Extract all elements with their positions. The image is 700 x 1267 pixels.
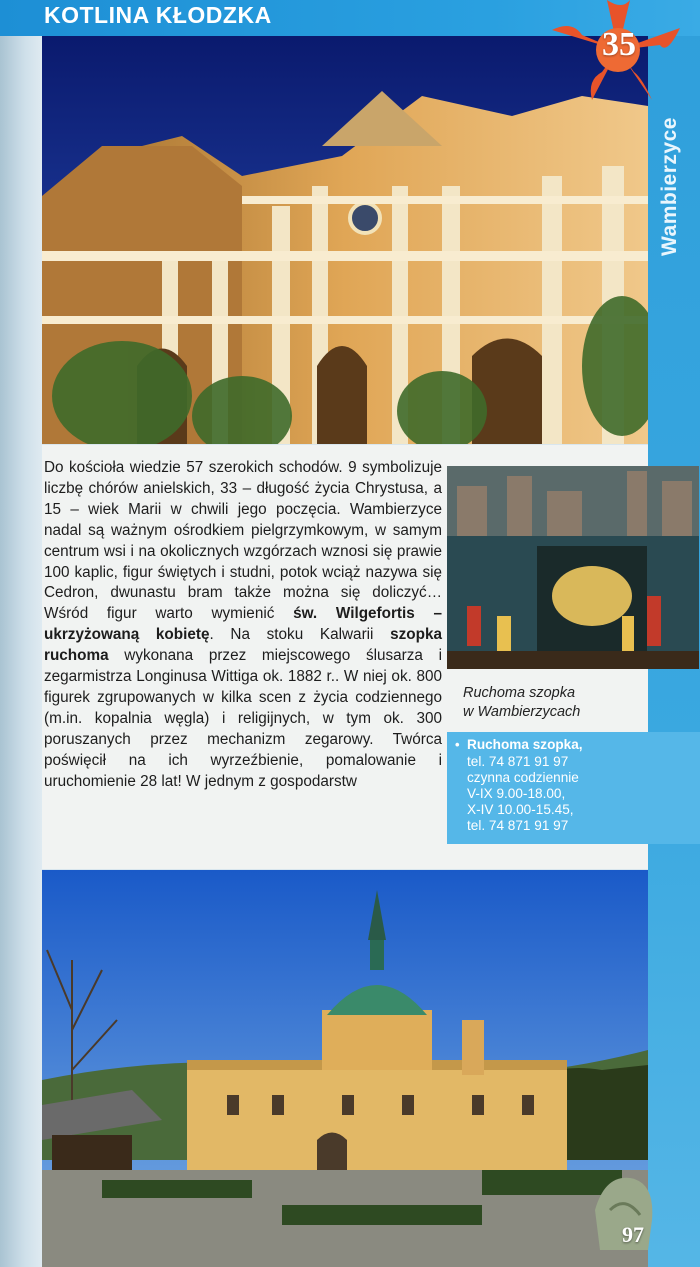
- info-line: czynna codziennie: [467, 770, 579, 785]
- basilica-exterior-photo: [42, 870, 648, 1267]
- place-name-label: Wambierzyce: [658, 117, 681, 256]
- info-title: Ruchoma szopka,: [467, 737, 583, 752]
- body-bold-text: szopka ruchoma: [44, 626, 443, 665]
- info-line: V-IX 9.00-18.00,: [467, 786, 566, 801]
- body-text-part: Do kościoła wiedzie 57 szerokich schodów. 9 symbolizuje liczbę chórów anielskich, 33 – długość życia Chrystusa, a 15 – wiek Marii w chwili jego poczęcia. Wambierzyce nadal są ważnym ośrodkiem pielgrzymkowym, w samym centrum wsi i na okolicznych wzgórzach wznosi się prawie 100 kaplic, figur świętych i studni, potok wciąż nazywa się Cedron, dwunastu bram także można się doliczyć… Wśród figur warto wymienić: [44, 459, 442, 623]
- photo-caption: [463, 684, 663, 722]
- info-box: [447, 732, 700, 844]
- page-number: 97: [622, 1222, 644, 1247]
- body-bold-text: św. Wilgefortis – ukrzyżowaną kobietę: [44, 605, 442, 644]
- caption-line: w Wambierzycach: [463, 704, 581, 720]
- article-body: [44, 458, 442, 793]
- chapter-number: 35: [602, 26, 636, 63]
- info-line: tel. 74 871 91 97: [467, 754, 569, 769]
- info-line: tel. 74 871 91 97: [467, 818, 569, 833]
- caption-line: Ruchoma szopka: [463, 685, 576, 701]
- page-left-margin: [0, 0, 42, 1267]
- info-line: X-IV 10.00-15.45,: [467, 802, 574, 817]
- body-text-part: . Na stoku Kalwarii: [209, 626, 391, 644]
- body-text-part: wykonana przez miejscowego ślusarza i zegarmistrza Longinusa Wittiga ok. 1882 r.. W niej ok. 800 figurek zgrupowanych w kilka scen z życia codziennego (m.in. kopalnia węgla) i religijnych, w tym ok. 300 poruszanych przez mechanizm zegarowy. Twórca poświęcił na ich wyrzeźbienie, pomalowanie i uruchomienie 28 lat! W jednym z gospodarstw: [44, 647, 442, 790]
- section-title: KOTLINA KŁODZKA: [44, 2, 272, 28]
- moving-nativity-photo: [447, 466, 699, 669]
- bullet-icon: •: [455, 737, 460, 752]
